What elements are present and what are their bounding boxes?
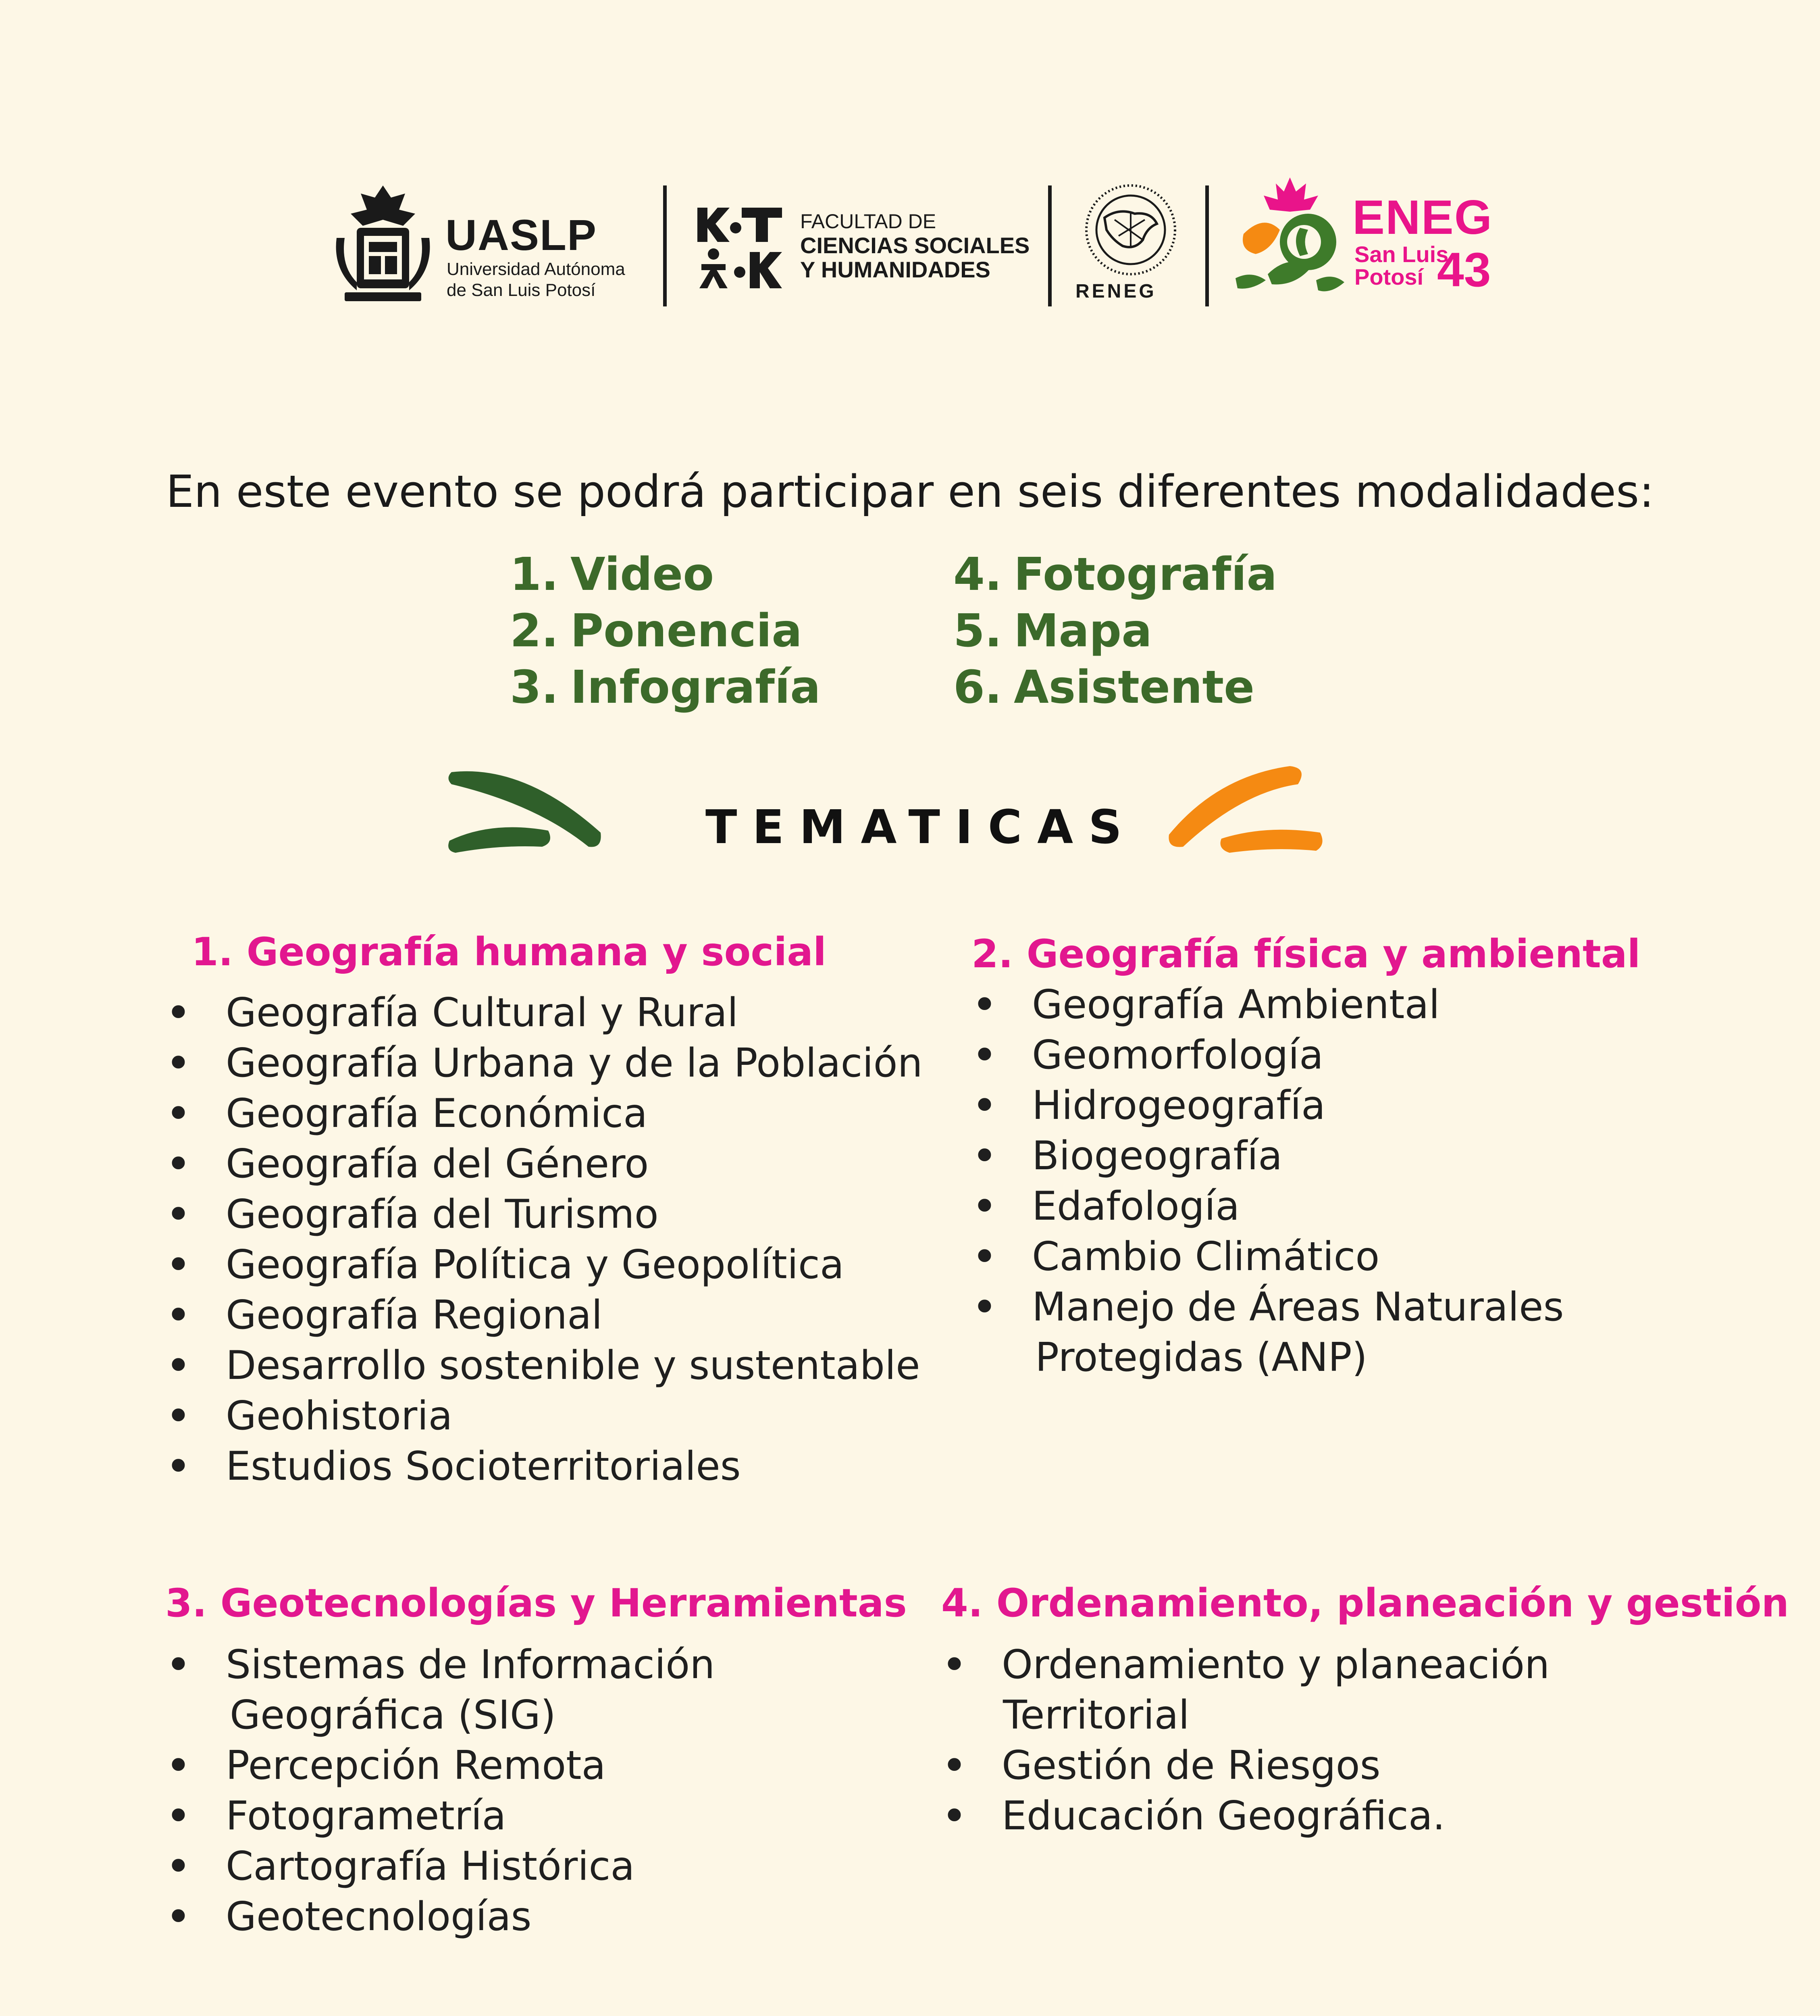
list-item: • Hidrogeografía [971, 1081, 1564, 1131]
list-item: • Geografía Urbana y de la Población [165, 1038, 923, 1089]
modalidad-item: 4. Fotografía [953, 548, 1277, 601]
facultad-line-3: Y HUMANIDADES [800, 257, 990, 282]
list-item: • Geotecnologías [165, 1892, 715, 1942]
uaslp-name: UASLP [445, 210, 597, 259]
list-item: • Geomorfología [971, 1030, 1564, 1081]
eneg-number: 43 [1437, 243, 1491, 297]
list-item-continuation: Protegidas (ANP) [1035, 1335, 1368, 1381]
uaslp-seal-icon [329, 181, 437, 306]
list-item: • Ordenamiento y planeación [941, 1640, 1550, 1690]
list-item-continuation: Territorial [1003, 1692, 1190, 1738]
modalidad-item: 1. Video [510, 548, 714, 601]
list-item: • Geografía Ambiental [971, 980, 1564, 1030]
modalidades-column-right [953, 546, 1277, 716]
list-item: • Geografía Económica [165, 1089, 923, 1139]
uaslp-subtitle-2: de San Luis Potosí [447, 280, 596, 300]
list-item: • Geografía Regional [165, 1290, 923, 1341]
topic-list [165, 1640, 715, 1942]
list-item: • Manejo de Áreas Naturales [971, 1282, 1564, 1333]
divider [1048, 185, 1052, 306]
intro-text: En este evento se podrá participar en seis diferentes modalidades: [166, 466, 1654, 517]
modalidad-item: 3. Infografía [510, 661, 821, 714]
list-item: • Geohistoria [165, 1391, 923, 1441]
modalidad-item: 5. Mapa [953, 605, 1152, 657]
list-item: • Geografía del Turismo [165, 1189, 923, 1240]
topic-heading: 4. Ordenamiento, planeación y gestión [941, 1581, 1789, 1626]
facultad-line-1: FACULTAD DE [800, 210, 936, 233]
modalidad-item: 6. Asistente [953, 661, 1255, 714]
topic-heading: 2. Geografía física y ambiental [971, 931, 1641, 977]
reneg-globe-icon [1074, 179, 1187, 280]
topic-list [971, 980, 1564, 1383]
uaslp-subtitle-1: Universidad Autónoma [447, 259, 625, 279]
green-swoosh-icon [443, 760, 613, 857]
list-item: • Edafología [971, 1181, 1564, 1232]
topic-list [941, 1640, 1550, 1841]
list-item: • Geografía Política y Geopolítica [165, 1240, 923, 1290]
facultad-line-2: CIENCIAS SOCIALES [800, 233, 1030, 258]
list-item: • Gestión de Riesgos [941, 1741, 1550, 1791]
tematicas-title: TEMATICAS [705, 800, 1137, 854]
modalidades-column-left [510, 546, 821, 716]
topic-heading: 3. Geotecnologías y Herramientas [165, 1581, 907, 1626]
list-item: • Geografía Cultural y Rural [165, 988, 923, 1038]
facultad-mark-icon [693, 204, 786, 292]
eneg-city-1: San Luis [1354, 242, 1449, 267]
list-item: • Educación Geográfica. [941, 1791, 1550, 1841]
list-item: • Biogeografía [971, 1131, 1564, 1181]
orange-swoosh-icon [1161, 760, 1330, 857]
list-item: • Percepción Remota [165, 1741, 715, 1791]
eneg-city-2: Potosí [1354, 264, 1424, 289]
reneg-label: RENEG [1075, 281, 1156, 302]
list-item: • Geografía del Género [165, 1139, 923, 1189]
divider [663, 185, 667, 306]
divider [1205, 185, 1209, 306]
topic-list [165, 988, 923, 1492]
eneg-title: ENEG [1352, 190, 1493, 244]
eneg-cactus-icon [1231, 173, 1348, 302]
list-item: • Cambio Climático [971, 1232, 1564, 1282]
list-item: • Fotogrametría [165, 1791, 715, 1841]
list-item: • Cartografía Histórica [165, 1841, 715, 1892]
logo-bar [0, 173, 1820, 319]
topic-heading: 1. Geografía humana y social [191, 929, 826, 975]
list-item: • Estudios Socioterritoriales [165, 1441, 923, 1492]
list-item: • Desarrollo sostenible y sustentable [165, 1341, 923, 1391]
modalidad-item: 2. Ponencia [510, 605, 802, 657]
list-item-continuation: Geográfica (SIG) [230, 1692, 556, 1738]
list-item: • Sistemas de Información [165, 1640, 715, 1690]
